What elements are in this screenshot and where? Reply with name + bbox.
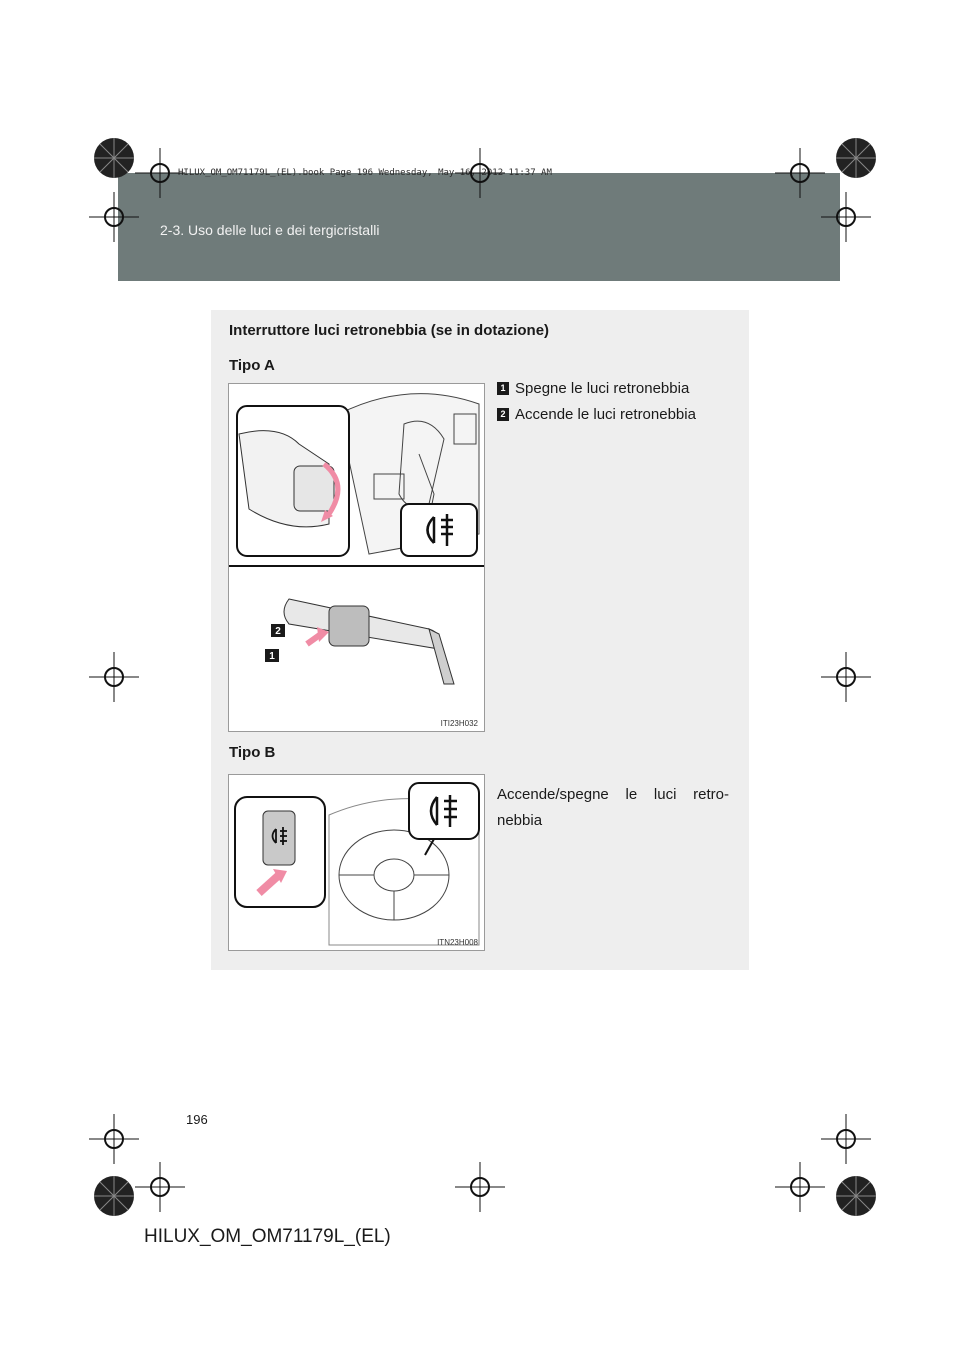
figure-code-b: ITN23H008	[437, 938, 478, 947]
crop-registration-mark-icon	[89, 652, 139, 702]
figure-type-b	[228, 774, 485, 951]
footer-code: HILUX_OM_OM71179L_(EL)	[144, 1226, 391, 1247]
crop-registration-mark-icon	[775, 1162, 825, 1212]
crop-registration-mark-icon	[821, 1114, 871, 1164]
figure-code-a: ITI23H032	[440, 719, 478, 728]
step-2-text: Accende le luci retronebbia	[515, 406, 696, 423]
section-title: 2-3. Uso delle luci e dei tergicristalli	[160, 222, 380, 238]
crop-registration-mark-icon	[821, 652, 871, 702]
type-a-label: Tipo A	[229, 357, 275, 374]
figure-type-b-illustration	[229, 775, 484, 950]
callout-2: 2	[275, 626, 281, 637]
figure-type-a-illustration	[229, 384, 484, 731]
crop-registration-mark-icon	[455, 1162, 505, 1212]
type-b-label: Tipo B	[229, 744, 276, 761]
step-1	[497, 380, 689, 397]
crop-registration-mark-icon	[135, 1162, 185, 1212]
crop-registration-mark-icon	[455, 148, 505, 198]
crop-registration-mark-icon	[821, 192, 871, 242]
crop-registration-mark-icon	[826, 128, 886, 188]
step-2-badge: 2	[497, 408, 509, 421]
crop-registration-mark-icon	[89, 192, 139, 242]
callout-1: 1	[269, 651, 275, 662]
figure-type-a	[228, 383, 485, 732]
page-number: 196	[186, 1112, 208, 1127]
section-heading: Interruttore luci retronebbia (se in dotazione)	[229, 322, 550, 339]
crop-registration-mark-icon	[135, 148, 185, 198]
crop-registration-mark-icon	[89, 1114, 139, 1164]
step-1-badge: 1	[497, 382, 509, 395]
book-meta: HILUX_OM_OM71179L_(EL).book Page 196 Wednesday, May 16, 2012 11:37 AM	[178, 168, 552, 178]
crop-registration-mark-icon	[775, 148, 825, 198]
step-2	[497, 406, 696, 423]
crop-registration-mark-icon	[826, 1166, 886, 1226]
type-b-description: Accende/spegne le luci retro-nebbia	[497, 786, 729, 829]
step-1-text: Spegne le luci retronebbia	[515, 380, 690, 397]
